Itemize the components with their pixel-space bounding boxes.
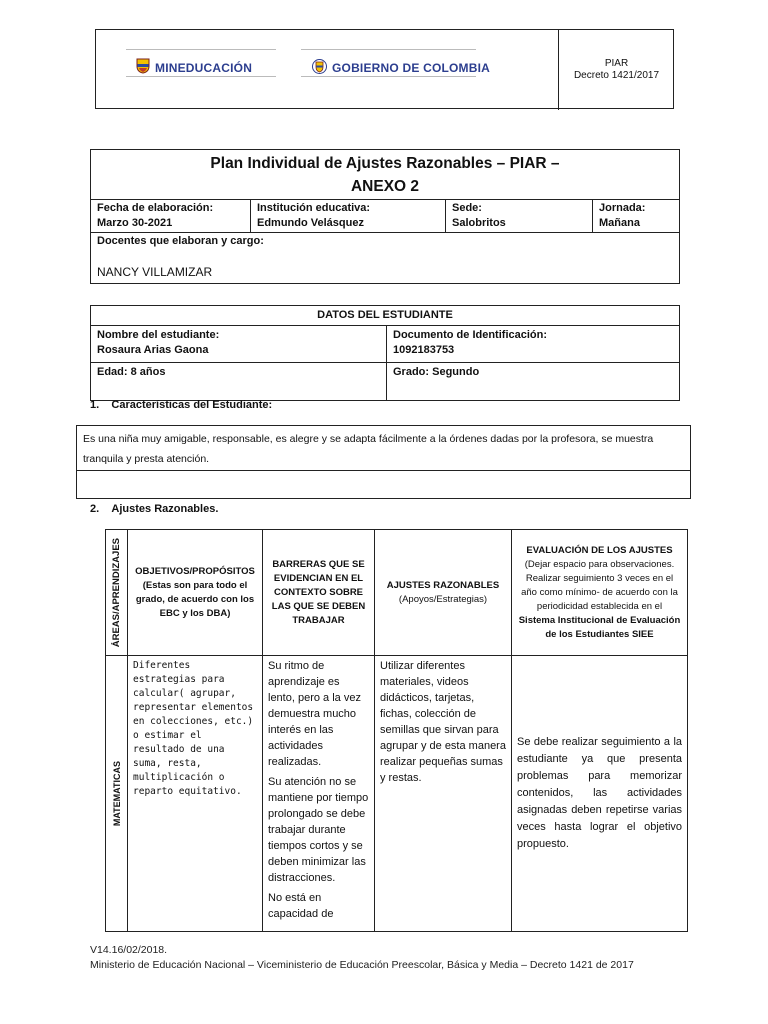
objetivos-header	[128, 530, 263, 656]
sede-cell	[446, 200, 593, 233]
area-cell	[106, 656, 128, 932]
objetivo-cell: Diferentes estrategias para calcular( agrupar, representar elementos en colecciones, etc.) o estimar el resultado de una suma, resta, multiplicación o reparto equitativo.	[128, 656, 263, 932]
piar-code: PIAR	[604, 58, 629, 69]
institucion-label: Institución educativa:	[257, 202, 371, 214]
section2-title: 2. Ajustes Razonables.	[90, 503, 219, 515]
barrera-1: Su ritmo de aprendizaje es lento, pero a la vez demuestra mucho interés en las actividades realizadas.	[268, 660, 361, 768]
fecha-label: Fecha de elaboración:	[97, 202, 214, 214]
docentes-label: Docentes que elaboran y cargo:	[97, 235, 264, 247]
barrera-3: No está en capacidad de	[268, 892, 334, 920]
section1-title: 1. Características del Estudiante:	[90, 399, 273, 411]
decree-label: Decreto 1421/2017	[573, 70, 660, 81]
document-code	[558, 30, 675, 110]
footer-ministry: Ministerio de Educación Nacional – Viceministerio de Educación Preescolar, Básica y Media – Decreto 1421 de 2017	[90, 959, 634, 971]
fecha-value: Marzo 30-2021	[97, 217, 173, 229]
plan-info-table	[90, 149, 680, 284]
sede-label: Sede:	[452, 202, 482, 214]
logos-area	[96, 30, 559, 110]
edad-cell: Edad: 8 años	[91, 363, 387, 401]
institucion-value: Edmundo Velásquez	[257, 217, 364, 229]
mineducacion-logo: MINEDUCACIÓN	[155, 61, 253, 75]
page-footer	[90, 943, 634, 973]
areas-header	[106, 530, 128, 656]
evaluacion-header	[512, 530, 688, 656]
jornada-label: Jornada:	[599, 202, 646, 214]
ajustes-cell: Utilizar diferentes materiales, videos didácticos, tarjetas, fichas, colección de semillas que sirvan para agrupar y de esta manera realizar pequeñas sumas y restas.	[375, 656, 512, 932]
plan-title	[91, 150, 680, 200]
nombre-cell	[91, 326, 387, 363]
characteristics-text: Es una niña muy amigable, responsable, es alegre y se adapta fácilmente a la órdenes dadas por la profesora, se muestra tranquila y presta atención.	[83, 433, 654, 465]
gobierno-logo: GOBIERNO DE COLOMBIA	[332, 61, 491, 75]
nombre-label: Nombre del estudiante:	[97, 329, 220, 341]
fecha-cell	[91, 200, 251, 233]
documento-cell	[387, 326, 680, 363]
plan-title-line1: Plan Individual de Ajustes Razonables – PIAR –	[210, 155, 560, 172]
document-header	[95, 29, 674, 109]
evaluacion-header-sub: (Dejar espacio para observaciones. Realizar seguimiento 3 veces en el año como mínimo- de acuerdo con la periodicidad establecida en el	[521, 558, 678, 612]
coat-of-arms-icon	[312, 58, 327, 75]
documento-label: Documento de Identificación:	[393, 329, 548, 341]
plan-title-line2: ANEXO 2	[350, 178, 420, 195]
coat-of-arms-icon	[136, 58, 150, 74]
documento-value: 1092183753	[393, 344, 455, 356]
objetivos-header-title: OBJETIVOS/PROPÓSITOS	[135, 565, 255, 577]
characteristics-box	[76, 425, 691, 499]
area-label: MATEMATICAS	[111, 760, 122, 827]
docentes-value: NANCY VILLAMIZAR	[97, 265, 213, 279]
evaluacion-header-title: EVALUACIÓN DE LOS AJUSTES	[526, 544, 673, 556]
sede-value: Salobritos	[452, 217, 506, 229]
barreras-cell	[263, 656, 375, 932]
barrera-2: Su atención no se mantiene por tiempo prolongado se debe trabajar durante tiempos cortos y se deben minimizar las distracciones.	[268, 776, 369, 884]
ajustes-header-sub: (Apoyos/Estrategias)	[398, 593, 488, 605]
adjustments-table	[105, 529, 688, 932]
docentes-cell	[91, 233, 680, 284]
student-section-title: DATOS DEL ESTUDIANTE	[91, 306, 680, 326]
evaluacion-header-bold: Sistema Institucional de Evaluación de los Estudiantes SIEE	[518, 614, 681, 640]
footer-version: V14.16/02/2018.	[90, 944, 168, 956]
nombre-value: Rosaura Arias Gaona	[97, 344, 209, 356]
ajustes-header	[375, 530, 512, 656]
ajustes-header-title: AJUSTES RAZONABLES	[386, 579, 500, 591]
barreras-header: BARRERAS QUE SE EVIDENCIAN EN EL CONTEXTO SOBRE LAS QUE SE DEBEN TRABAJAR	[263, 530, 375, 656]
objetivos-header-sub: (Estas son para todo el grado, de acuerdo con los EBC y los DBA)	[135, 579, 255, 619]
evaluacion-cell: Se debe realizar seguimiento a la estudiante ya que presenta problemas para memorizar contenidos, las actividades asignadas deben repetirse varias veces hasta lograr el objetivo propuesto.	[512, 656, 688, 932]
institucion-cell	[251, 200, 446, 233]
areas-header-label: ÁREAS/APRENDIZAJES	[111, 537, 122, 648]
grado-cell: Grado: Segundo	[387, 363, 680, 401]
characteristics-divider	[77, 470, 690, 471]
student-data-table	[90, 305, 680, 401]
jornada-cell	[593, 200, 680, 233]
jornada-value: Mañana	[599, 217, 640, 229]
